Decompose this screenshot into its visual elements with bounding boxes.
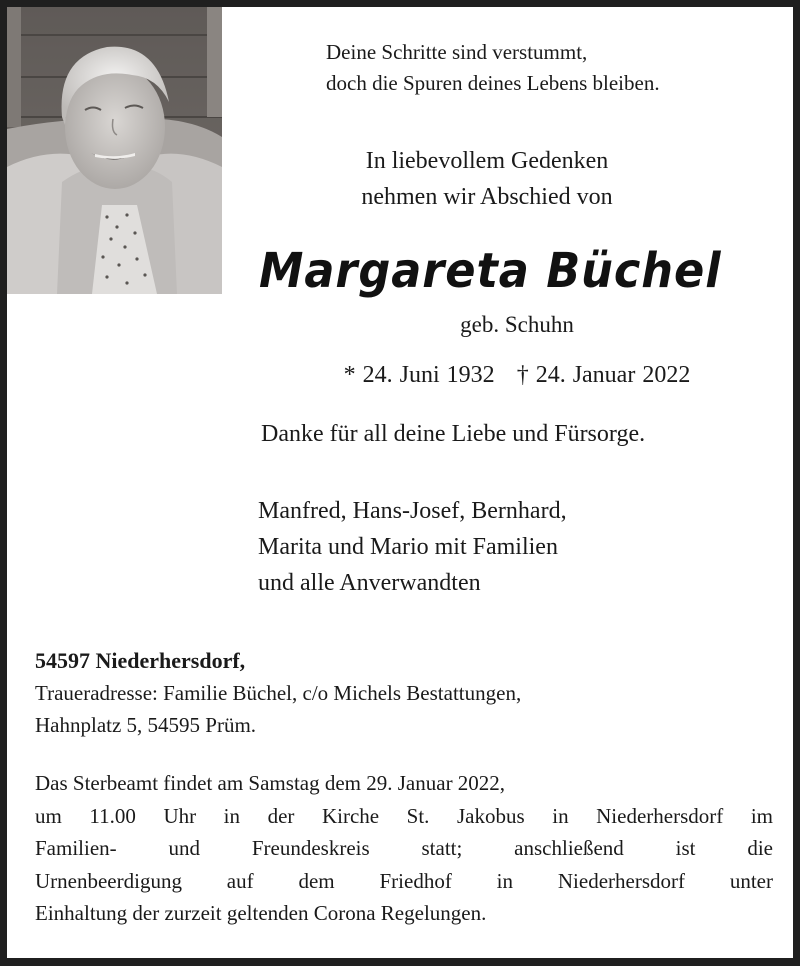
life-dates	[257, 359, 777, 391]
portrait-photo-icon	[7, 7, 222, 294]
portrait-photo	[7, 7, 222, 294]
mourners-line: Marita und Mario mit Familien	[258, 534, 558, 560]
memorial-intro	[257, 143, 717, 215]
mourners-line: Manfred, Hans-Josef, Bernhard,	[258, 498, 567, 524]
service-details	[35, 767, 773, 930]
mourning-address	[35, 645, 775, 741]
birth-date: * 24. Juni 1932	[343, 362, 495, 388]
intro-line: nehmen wir Abschied von	[361, 184, 613, 210]
intro-line: In liebevollem Gedenken	[365, 148, 609, 174]
thanks-line: Danke für all deine Liebe und Fürsorge.	[261, 421, 646, 447]
deceased-name: Margareta Büchel	[259, 243, 722, 299]
service-line: Das Sterbeamt findet am Samstag dem 29. Januar 2022,	[35, 771, 506, 795]
verse-line: doch die Spuren deines Lebens bleiben.	[326, 71, 660, 95]
death-date: † 24. Januar 2022	[516, 362, 691, 388]
memorial-verse	[326, 37, 786, 99]
verse-line: Deine Schritte sind verstummt,	[326, 40, 588, 64]
service-line: Einhaltung der zurzeit geltenden Corona Regelungen.	[35, 901, 487, 925]
service-line: Urnenbeerdigung auf dem Friedhof in Niederhersdorf unter	[35, 868, 773, 893]
mourners-line: und alle Anverwandten	[258, 570, 481, 596]
address-line: Traueradresse: Familie Büchel, c/o Michels Bestattungen,	[35, 681, 522, 705]
service-line: Familien- und Freundeskreis statt; anschließend ist die	[35, 836, 773, 860]
service-line: um 11.00 Uhr in der Kirche St. Jakobus in Niederhersdorf im	[35, 803, 773, 828]
place-heading: 54597 Niederhersdorf,	[35, 648, 246, 673]
mourners-list	[258, 493, 778, 601]
address-line: Hahnplatz 5, 54595 Prüm.	[35, 713, 257, 737]
obituary-notice	[7, 7, 793, 958]
maiden-name: geb. Schuhn	[460, 312, 574, 337]
